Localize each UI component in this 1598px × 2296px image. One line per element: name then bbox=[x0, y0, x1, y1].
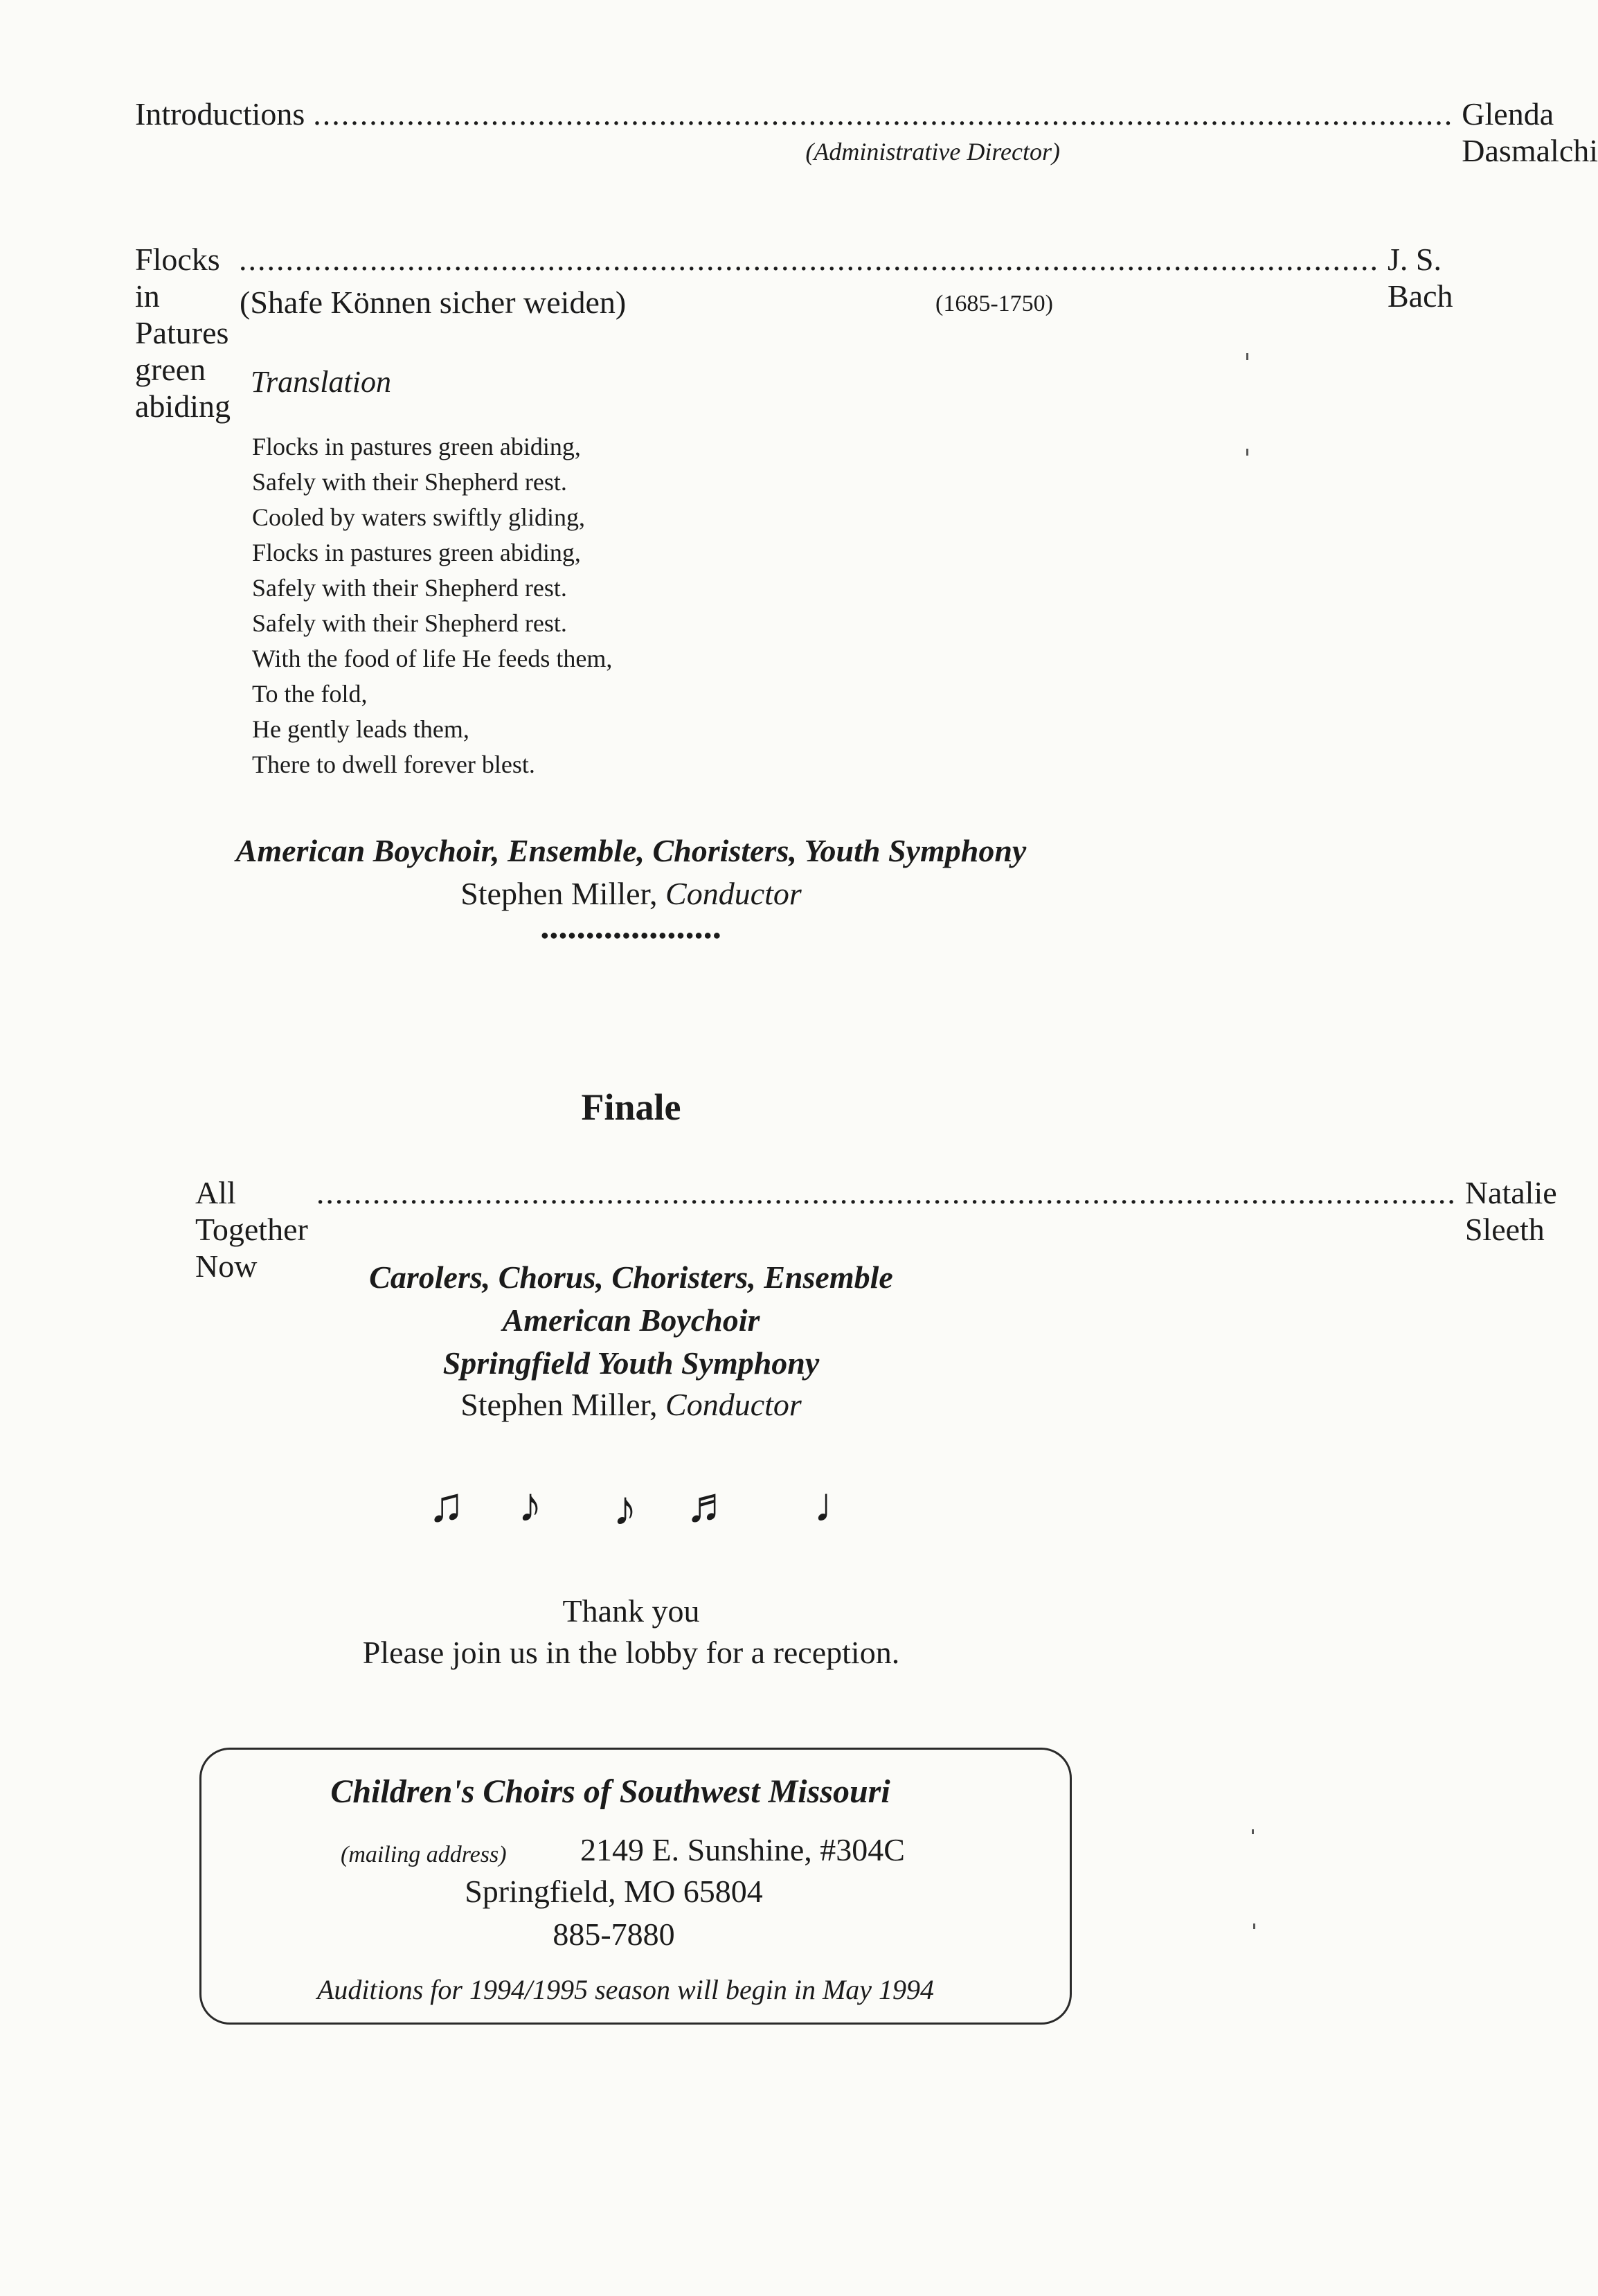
auditions-note: Auditions for 1994/1995 season will begin in May 1994 bbox=[316, 1974, 935, 2005]
contact-phone: 885-7880 bbox=[553, 1917, 675, 1952]
piece1-conductor bbox=[0, 875, 1262, 912]
intro-role: (Administrative Director) bbox=[805, 138, 1060, 165]
poem-line: To the fold, bbox=[252, 680, 368, 708]
leader-dots: .......................................................................................................................... bbox=[313, 96, 1454, 132]
quarter-note-icon: ♩ bbox=[814, 1479, 862, 1532]
intro-title: Introductions bbox=[135, 96, 305, 132]
intro-name: Glenda Dasmalchi bbox=[1462, 96, 1598, 168]
finale-heading: Finale bbox=[581, 1086, 681, 1128]
scan-mark bbox=[1253, 1923, 1255, 1929]
poem-line: Safely with their Shepherd rest. bbox=[252, 574, 567, 602]
finale-performers-3: Springfield Youth Symphony bbox=[442, 1345, 820, 1381]
beamed-notes-icon: ♫ bbox=[428, 1479, 465, 1532]
piece1-composer: J. S. Bach bbox=[1387, 242, 1453, 314]
conductor-name: Stephen Miller, bbox=[460, 876, 658, 911]
finale-composer: Natalie Sleeth bbox=[1464, 1175, 1557, 1247]
address-label: (mailing address) bbox=[341, 1842, 507, 1867]
scan-mark bbox=[1246, 353, 1248, 360]
poem-line: Flocks in pastures green abiding, bbox=[252, 539, 581, 566]
leader-dots: .......................................................................................................................... bbox=[316, 1175, 1457, 1210]
poem-line: Cooled by waters swiftly gliding, bbox=[252, 503, 585, 531]
contact-street: 2149 E. Sunshine, #304C bbox=[580, 1832, 905, 1867]
contact-city: Springfield, MO 65804 bbox=[465, 1874, 763, 1909]
finale-performers-1: Carolers, Chorus, Choristers, Ensemble bbox=[369, 1259, 893, 1295]
contact-org: Children's Choirs of Southwest Missouri bbox=[330, 1773, 890, 1810]
finale-performers-2: American Boychoir bbox=[502, 1302, 760, 1338]
poem-line: Safely with their Shepherd rest. bbox=[252, 609, 567, 637]
translation-heading: Translation bbox=[251, 365, 391, 399]
poem-line: With the food of life He feeds them, bbox=[252, 645, 613, 672]
beamed-notes-icon: ♬ bbox=[685, 1479, 734, 1532]
poem-line: Safely with their Shepherd rest. bbox=[252, 468, 567, 496]
translation-poem bbox=[252, 429, 612, 782]
piece1-subtitle: (Shafe Können sicher weiden) bbox=[240, 285, 627, 320]
reception-text: Please join us in the lobby for a reception. bbox=[362, 1635, 900, 1670]
conductor-role: Conductor bbox=[665, 876, 802, 911]
eighth-note-icon: ♪ bbox=[613, 1482, 637, 1536]
scan-mark bbox=[1246, 449, 1248, 456]
poem-line: There to dwell forever blest. bbox=[252, 751, 535, 778]
eighth-note-icon: ♪ bbox=[518, 1479, 542, 1532]
scan-mark bbox=[1252, 1829, 1254, 1834]
thanks-text: Thank you bbox=[562, 1593, 700, 1629]
dot-divider: ●●●●●●●●●●●●●●●●●●●● bbox=[540, 928, 722, 943]
conductor-role: Conductor bbox=[665, 1387, 802, 1422]
conductor-name: Stephen Miller, bbox=[460, 1387, 658, 1422]
leader-dots: .......................................................................................................................... bbox=[238, 242, 1379, 277]
piece1-dates: (1685-1750) bbox=[935, 291, 1053, 316]
finale-conductor bbox=[0, 1386, 1262, 1423]
poem-line: Flocks in pastures green abiding, bbox=[252, 433, 581, 460]
finale-title: All Together Now bbox=[195, 1175, 308, 1284]
poem-line: He gently leads them, bbox=[252, 715, 469, 743]
piece1-title: Flocks in Patures green abiding bbox=[135, 242, 231, 424]
piece1-performers: American Boychoir, Ensemble, Choristers, Youth Symphony bbox=[235, 833, 1027, 868]
